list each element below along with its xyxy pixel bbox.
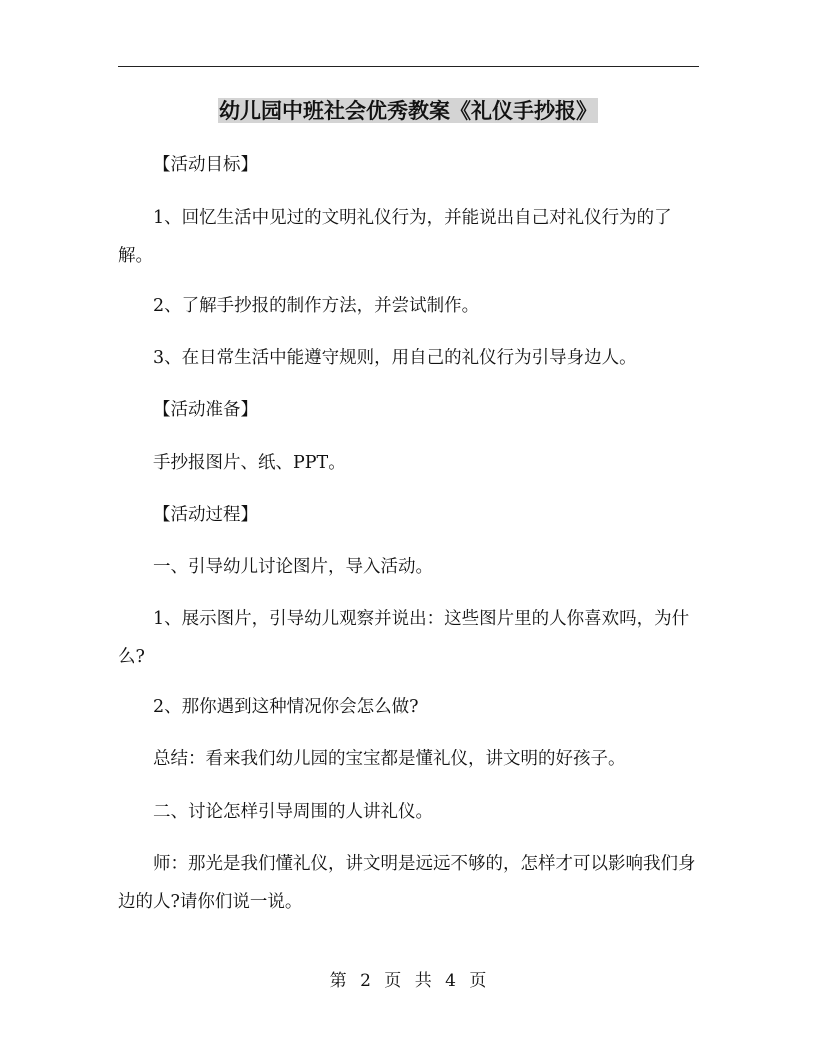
process-step-2: 二、讨论怎样引导周围的人讲礼仪。 xyxy=(153,802,433,822)
goal-item-3: 3、在日常生活中能遵守规则，用自己的礼仪行为引导身边人。 xyxy=(153,348,637,368)
document-title-text: 幼儿园中班社会优秀教案《礼仪手抄报》 xyxy=(219,98,597,123)
preparation-text: 手抄报图片、纸、PPT。 xyxy=(153,453,346,473)
goal-item-1: 1、回忆生活中见过的文明礼仪行为，并能说出自己对礼仪行为的了解。 xyxy=(118,208,672,266)
process-substep-2: 2、那你遇到这种情况你会怎么做? xyxy=(153,697,419,717)
section-heading-preparation: 【活动准备】 xyxy=(153,400,258,420)
section-heading-process: 【活动过程】 xyxy=(153,505,258,525)
section-heading-goals: 【活动目标】 xyxy=(153,155,258,175)
process-substep-1: 1、展示图片，引导幼儿观察并说出：这些图片里的人你喜欢吗，为什么? xyxy=(118,609,690,667)
teacher-text: 师：那光是我们懂礼仪，讲文明是远远不够的，怎样才可以影响我们身边的人?请你们说一说。 xyxy=(118,854,696,912)
process-step-1: 一、引导幼儿讨论图片，导入活动。 xyxy=(153,557,433,577)
page-number: 第 2 页 共 4 页 xyxy=(329,971,487,991)
document-title xyxy=(0,96,816,126)
goal-item-2: 2、了解手抄报的制作方法，并尝试制作。 xyxy=(153,296,480,316)
header-divider xyxy=(118,66,699,67)
summary-text: 总结：看来我们幼儿园的宝宝都是懂礼仪，讲文明的好孩子。 xyxy=(153,749,626,769)
